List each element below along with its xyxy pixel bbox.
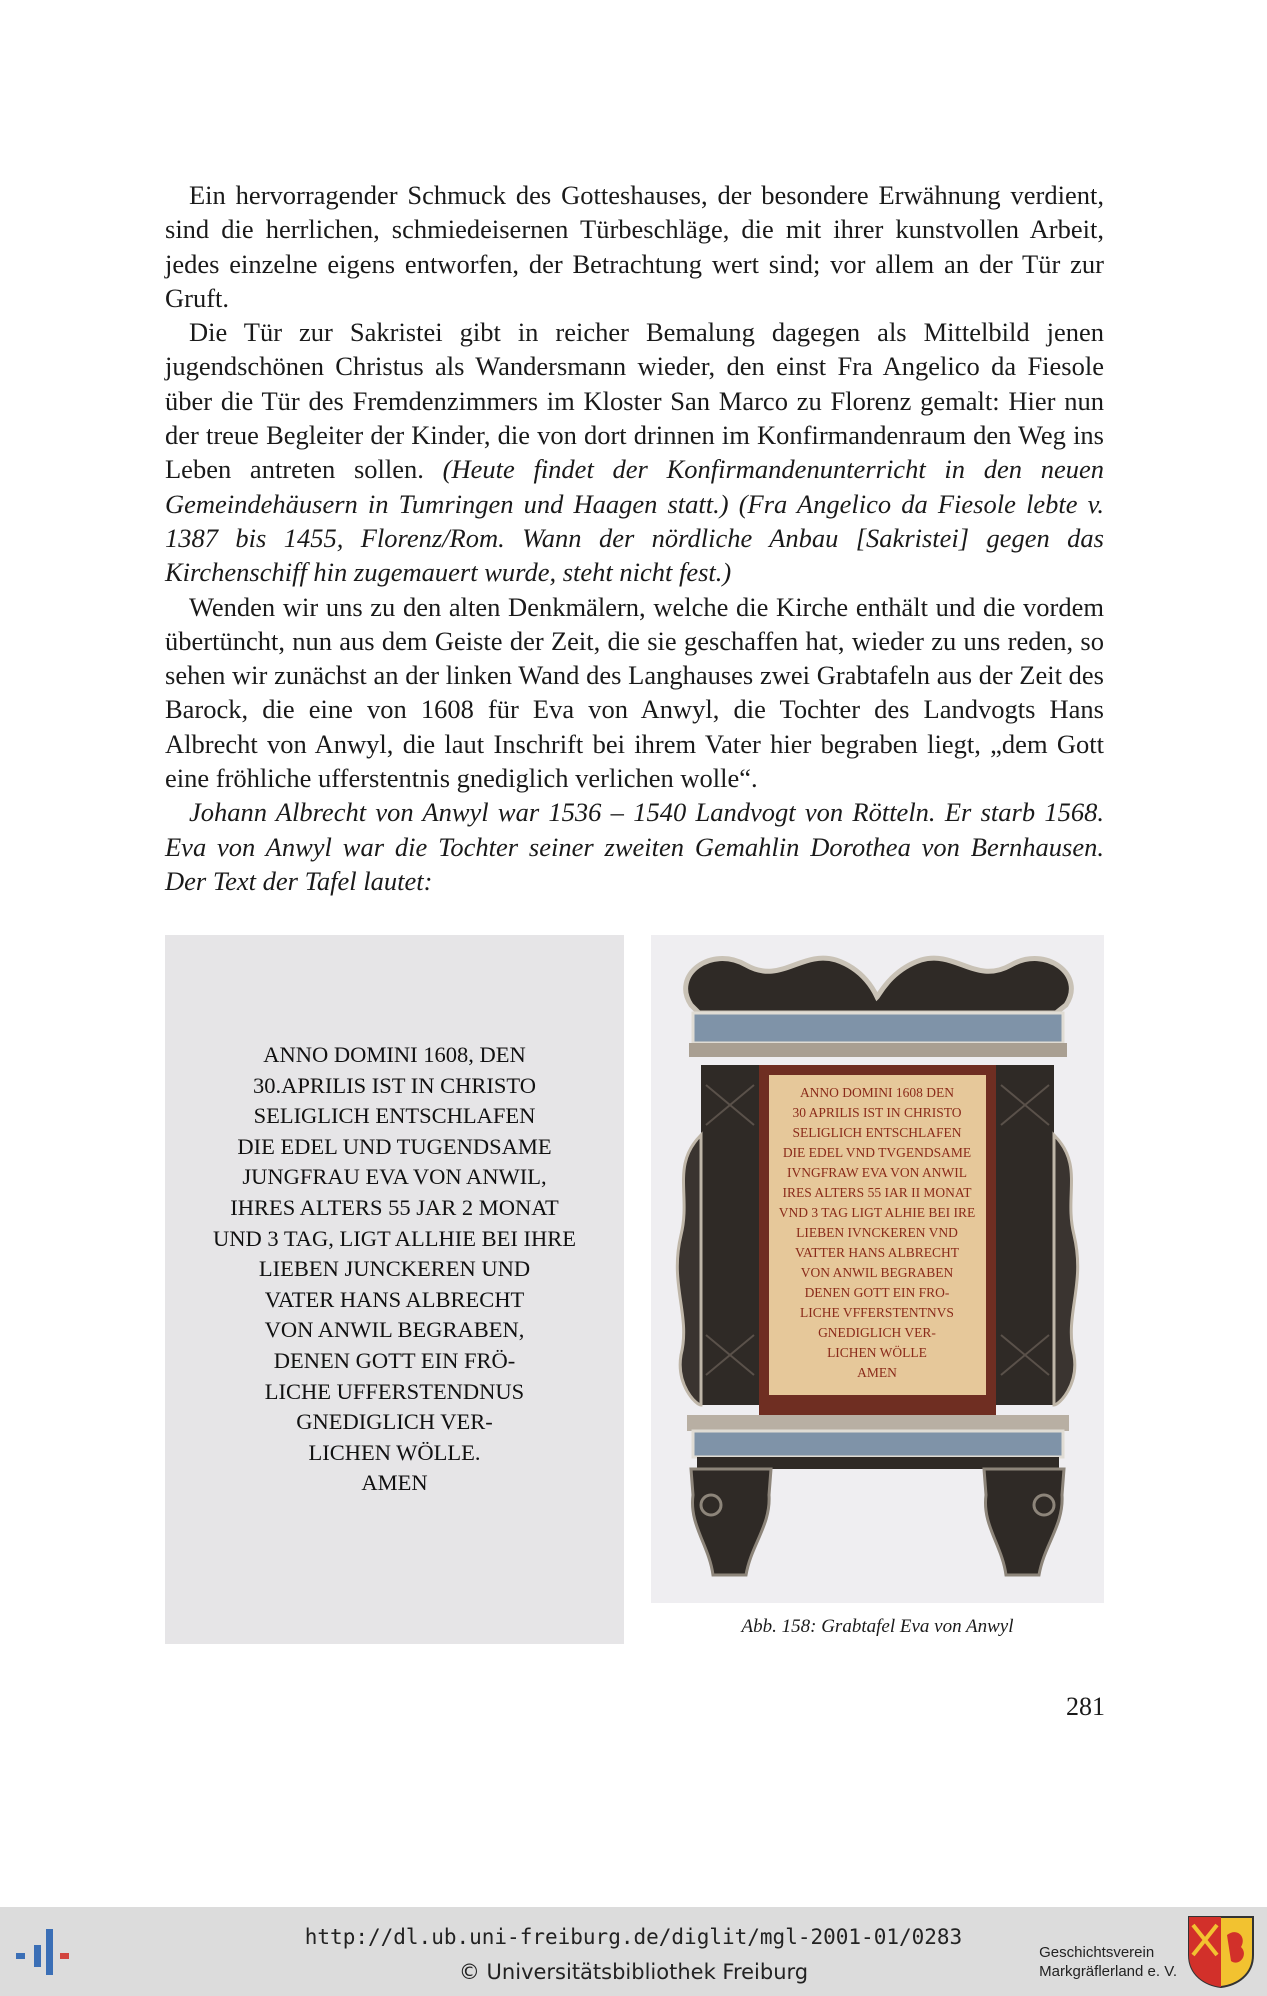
bottom-band xyxy=(693,1431,1063,1457)
page-number: 281 xyxy=(1066,1692,1105,1721)
bottom-base xyxy=(697,1457,1059,1469)
footer-copyright: © Universitätsbibliothek Freiburg xyxy=(458,1960,809,1984)
tablet-line: VND 3 TAG LIGT ALHIE BEI IRE xyxy=(778,1205,976,1220)
tablet-line: DIE EDEL VND TVGENDSAME xyxy=(782,1145,972,1160)
right-wing xyxy=(1054,1135,1078,1405)
footer-bar xyxy=(0,1907,1267,1996)
tablet-line: AMEN xyxy=(857,1365,897,1380)
paragraph-4: Johann Albrecht von Anwyl war 1536 – 1540 Landvogt von Rötteln. Er starb 1568. Eva von Anwyl war die Tochter seiner zweiten Gemahlin Dorothea von Bernhausen. Der Text der Tafel lautet: xyxy=(165,797,1104,896)
tablet-line: LICHE VFFERSTENTNVS xyxy=(800,1305,954,1320)
paragraph-2 xyxy=(165,315,1104,589)
footer-url[interactable]: http://dl.ub.uni-freiburg.de/diglit/mgl-2001-01/0283 xyxy=(304,1925,963,1949)
left-wing xyxy=(677,1135,701,1405)
tablet-line: DENEN GOTT EIN FRO- xyxy=(804,1285,950,1300)
tombstone-photo xyxy=(651,935,1104,1603)
paragraph-1: Ein hervorragender Schmuck des Gotteshauses, der besondere Erwähnung verdient, sind die herrlichen, schmiedeisernen Türbeschläge, die mit ihrer kunstvollen Arbeit, jedes einzelne eigens entworfen, der Betrachtung wert sind; vor allem an der Tür zur Gruft. xyxy=(165,180,1104,313)
inscription-line: VON ANWIL BEGRABEN, xyxy=(264,1317,525,1343)
tablet-line: IVNGFRAW EVA VON ANWIL xyxy=(786,1165,968,1180)
paragraph-3: Wenden wir uns zu den alten Denkmälern, welche die Kirche enthält und die vordem übertüncht, nun aus dem Geiste der Zeit, die sie geschaffen hat, wieder zu uns reden, so sehen wir zunächst an der linken Wand des Langhauses zwei Grabtafeln aus der Zeit des Barock, die eine von 1608 für Eva von Anwyl, die Tochter des Landvogts Hans Albrecht von Anwyl, die laut Inschrift bei ihrem Vater hier begraben liegt, „dem Gott eine fröhliche ufferstentnis gnediglich verlichen wolle“. xyxy=(165,591,1104,794)
paragraph-2-italic: (Heute findet der Konfirmandenunterricht in den neuen Gemeindehäusern in Tumringen und Haagen statt.) (Fra Angelico da Fiesole lebte v. 1387 bis 1455, Florenz/Rom. Wann der nördliche Anbau [Sakristei] gegen das Kirchenschiff hin zugemauert wurde, steht nicht fest.) xyxy=(165,454,1104,588)
inscription-panel xyxy=(165,935,624,1644)
top-ledge xyxy=(689,1043,1067,1057)
tombstone-illustration xyxy=(651,935,1104,1603)
society-line-2: Markgräflerland e. V. xyxy=(1039,1963,1177,1980)
inscription-line: ANNO DOMINI 1608, DEN xyxy=(263,1042,526,1067)
society-line-1: Geschichtsverein xyxy=(1039,1944,1155,1961)
tablet-line: VON ANWIL BEGRABEN xyxy=(800,1265,954,1280)
inscription-line: DIE EDEL UND TUGENDSAME xyxy=(237,1133,552,1159)
inscription-line: VATER HANS ALBRECHT xyxy=(264,1286,525,1312)
society-crest-icon xyxy=(1187,1915,1255,1989)
inscription-line: JUNGFRAU EVA VON ANWIL, xyxy=(242,1164,547,1190)
inscription-line: SELIGLICH ENTSCHLAFEN xyxy=(253,1103,536,1129)
figure-caption: Abb. 158: Grabtafel Eva von Anwyl xyxy=(741,1616,1014,1637)
tablet-line: GNEDIGLICH VER- xyxy=(818,1325,936,1340)
tablet-line: IRES ALTERS 55 IAR II MONAT xyxy=(782,1185,972,1200)
inscription-line: AMEN xyxy=(361,1470,428,1496)
inscription-line: UND 3 TAG, LIGT ALLHIE BEI IHRE xyxy=(213,1225,576,1251)
inscription-line: IHRES ALTERS 55 JAR 2 MONAT xyxy=(230,1194,559,1220)
top-band xyxy=(693,1013,1063,1043)
tablet-line: VATTER HANS ALBRECHT xyxy=(794,1245,960,1260)
crest-scroll xyxy=(686,958,1072,1013)
tablet-line: SELIGLICH ENTSCHLAFEN xyxy=(792,1125,962,1140)
inscription-text xyxy=(165,1040,624,1499)
bottom-ledge xyxy=(687,1415,1069,1431)
tablet-line: 30 APRILIS IST IN CHRISTO xyxy=(792,1105,962,1120)
right-corbel xyxy=(984,1469,1064,1575)
inscription-line: GNEDIGLICH VER- xyxy=(296,1409,493,1435)
tablet-line: LIEBEN IVNCKEREN VND xyxy=(796,1225,958,1240)
inscription-line: LICHEN WÖLLE. xyxy=(308,1439,481,1465)
society-name xyxy=(1039,1943,1177,1981)
inscription-line: 30.APRILIS IST IN CHRISTO xyxy=(253,1072,536,1098)
paragraph-2-text: Die Tür zur Sakristei gibt in reicher Bemalung dagegen als Mittelbild jenen jugendschönen Christus als Wandersmann wieder, den einst Fra Angelico da Fiesole über die Tür des Fremdenzimmers im Kloster San Marco zu Florenz gemalt: Hier nun der treue Begleiter der Kinder, die von dort drinnen im Konfirmandenraum den Weg ins Leben antreten sollen. xyxy=(165,317,1104,485)
inscription-line: LIEBEN JUNCKEREN UND xyxy=(258,1256,531,1282)
tablet-line: ANNO DOMINI 1608 DEN xyxy=(799,1085,955,1100)
inscription-line: DENEN GOTT EIN FRÖ- xyxy=(273,1347,516,1373)
body-text xyxy=(165,178,1104,898)
tablet-line: LICHEN WÖLLE xyxy=(827,1345,927,1360)
left-corbel xyxy=(691,1469,771,1575)
inscription-line: LICHE UFFERSTENDNUS xyxy=(264,1378,525,1404)
